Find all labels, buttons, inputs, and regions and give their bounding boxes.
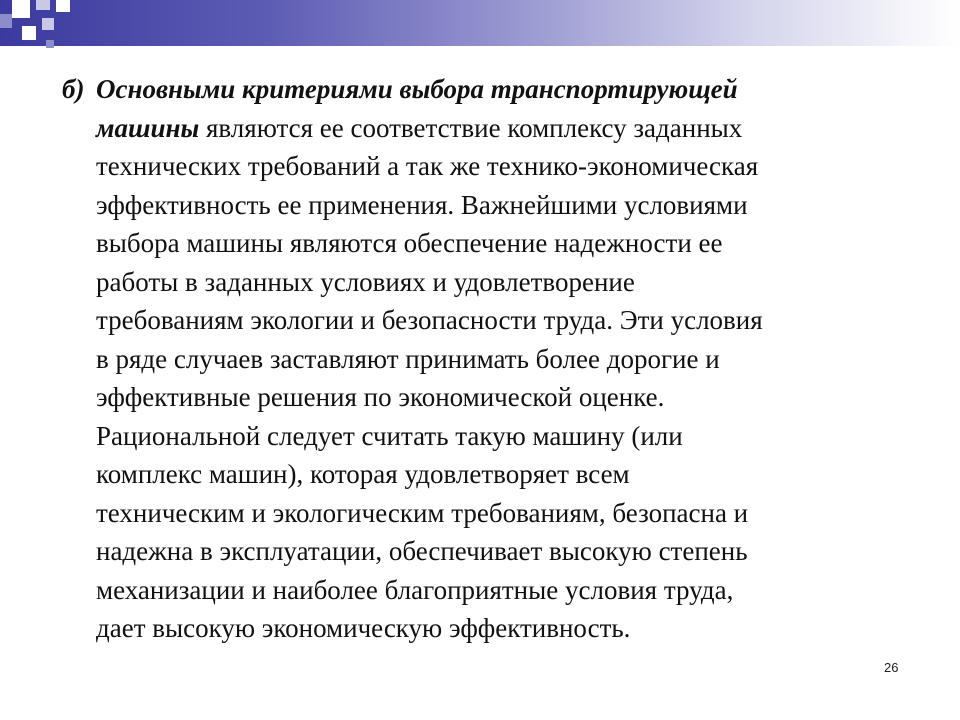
lead-emphasis: Основными критериями выбора транспортирующей [96, 74, 738, 104]
decor-square [36, 0, 50, 10]
body-line: в ряде случаев заставляют принимать более дорогие и [96, 343, 720, 374]
body-line [62, 109, 902, 148]
decor-square [42, 18, 54, 30]
body-line: надежна в эксплуатации, обеспечивает высокую степень [96, 536, 748, 566]
decor-square [46, 40, 54, 48]
body-line: дает высокую экономическую эффективность. [96, 613, 631, 643]
decor-square [12, 0, 30, 18]
body-text: являются ее соответствие комплексу заданных [199, 112, 743, 143]
page-number: 26 [884, 660, 899, 675]
body-line [62, 70, 902, 109]
body-line: Рациональной следует считать такую машину (или [96, 420, 683, 451]
decor-square [22, 26, 36, 40]
body-line: комплекс машин), которая удовлетворяет всем [96, 459, 630, 489]
decor-square [0, 14, 12, 28]
body-line: работы в заданных условиях и удовлетворение [96, 266, 635, 297]
body-line: выбора машины являются обеспечение надежности ее [96, 228, 723, 258]
header-gradient-bar [0, 0, 960, 46]
body-line: эффективность ее применения. Важнейшими условиями [96, 189, 748, 220]
body-line: технических требований а так же технико-экономическая [96, 151, 759, 181]
body-line: эффективные решения по экономической оценке. [96, 382, 665, 412]
body-line: механизации и наиболее благоприятные условия труда, [96, 574, 734, 605]
decor-square [30, 46, 44, 60]
body-line: техническим и экологическим требованиям, безопасна и [96, 497, 749, 528]
decor-square [56, 0, 70, 12]
lead-emphasis: машины [96, 112, 200, 143]
slide-body [62, 70, 902, 648]
item-label: б) [62, 74, 85, 104]
body-line: требованиям экологии и безопасности труда. Эти условия [96, 305, 763, 335]
